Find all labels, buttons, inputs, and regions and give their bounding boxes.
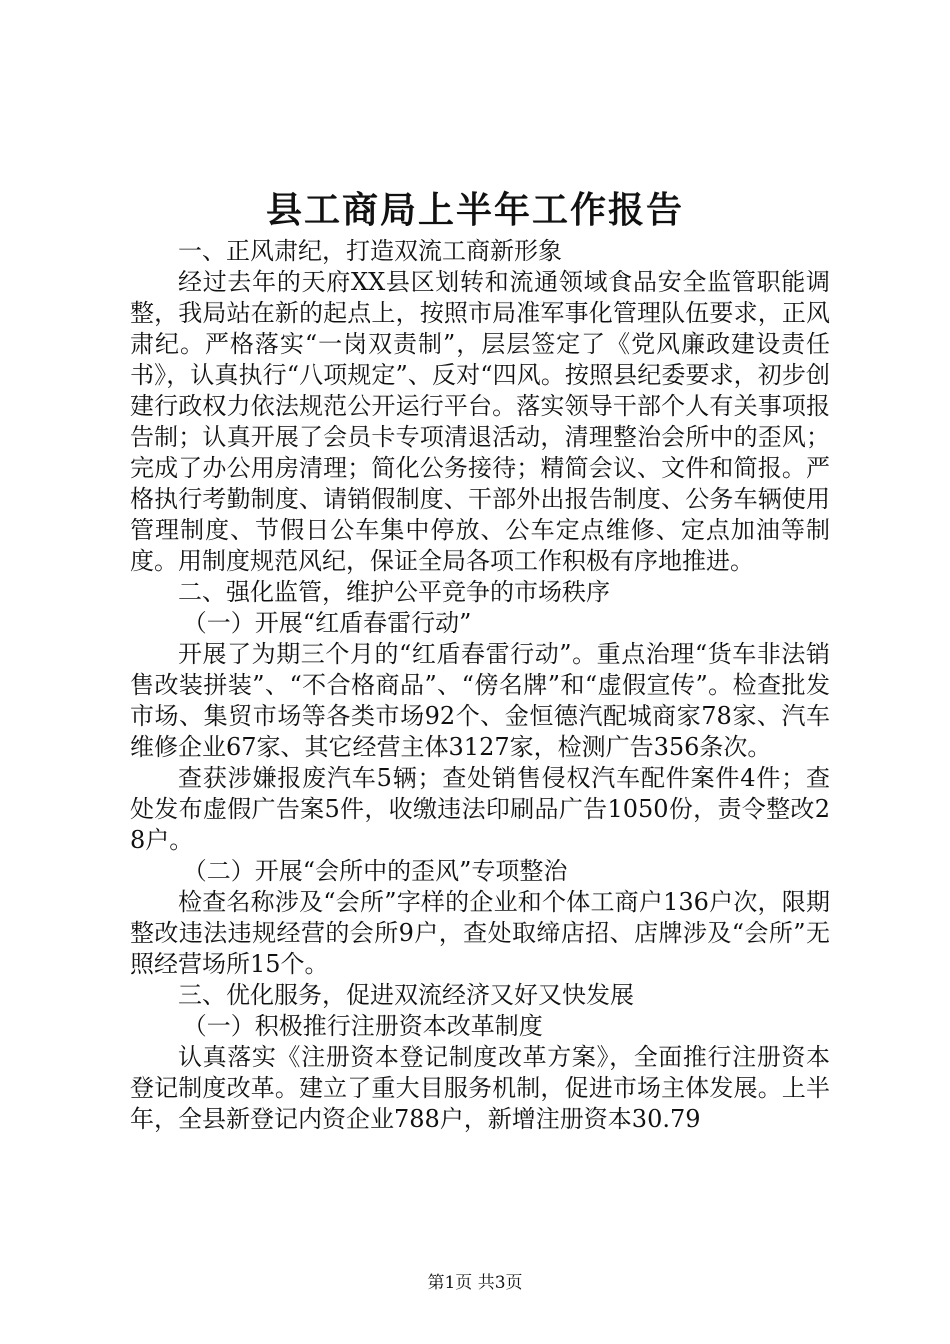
page-footer: 第1页 共3页 <box>427 1273 523 1293</box>
paragraph: 查获涉嫌报废汽车5辆；查处销售侵权汽车配件案件4件；查处发布虚假广告案5件，收缴违法印刷品广告1050份，责令整改28户。 <box>130 764 830 854</box>
paragraph: 检查名称涉及“会所”字样的企业和个体工商户136户次，限期整改违法违规经营的会所9户，查处取缔店招、店牌涉及“会所”无照经营场所15个。 <box>130 888 830 978</box>
subsection-heading: （一）积极推行注册资本改革制度 <box>182 1012 543 1040</box>
subsection-heading: （二）开展“会所中的歪风”专项整治 <box>182 857 568 885</box>
section-heading: 三、优化服务，促进双流经济又好又快发展 <box>178 981 634 1009</box>
section-heading: 一、正风肃纪，打造双流工商新形象 <box>178 237 562 265</box>
paragraph: 经过去年的天府XX县区划转和流通领域食品安全监管职能调整，我局站在新的起点上，按照市局准军事化管理队伍要求，正风肃纪。严格落实“一岗双责制”，层层签定了《党风廉政建设责任书》，认真执行“八项规定”、反对“四风。按照县纪委要求，初步创建行政权力依法规范公开运行平台。落实领导干部个人有关事项报告制；认真开展了会员卡专项清退活动，清理整治会所中的歪风；完成了办公用房清理；简化公务接待；精简会议、文件和简报。严格执行考勤制度、请销假制度、干部外出报告制度、公务车辆使用管理制度、节假日公车集中停放、公车定点维修、定点加油等制度。用制度规范风纪，保证全局各项工作积极有序地推进。 <box>130 268 830 575</box>
document-body <box>130 236 830 1135</box>
paragraph: 认真落实《注册资本登记制度改革方案》，全面推行注册资本登记制度改革。建立了重大目服务机制，促进市场主体发展。上半年，全县新登记内资企业788户，新增注册资本30.79 <box>130 1043 830 1133</box>
document-title: 县工商局上半年工作报告 <box>265 189 684 231</box>
paragraph: 开展了为期三个月的“红盾春雷行动”。重点治理“货车非法销售改装拼装”、“不合格商品”、“傍名牌”和“虚假宣传”。检查批发市场、集贸市场等各类市场92个、金恒德汽配城商家78家、汽车维修企业67家、其它经营主体3127家，检测广告356条次。 <box>130 640 830 761</box>
subsection-heading: （一）开展“红盾春雷行动” <box>182 609 472 637</box>
section-heading: 二、强化监管，维护公平竞争的市场秩序 <box>178 578 610 606</box>
